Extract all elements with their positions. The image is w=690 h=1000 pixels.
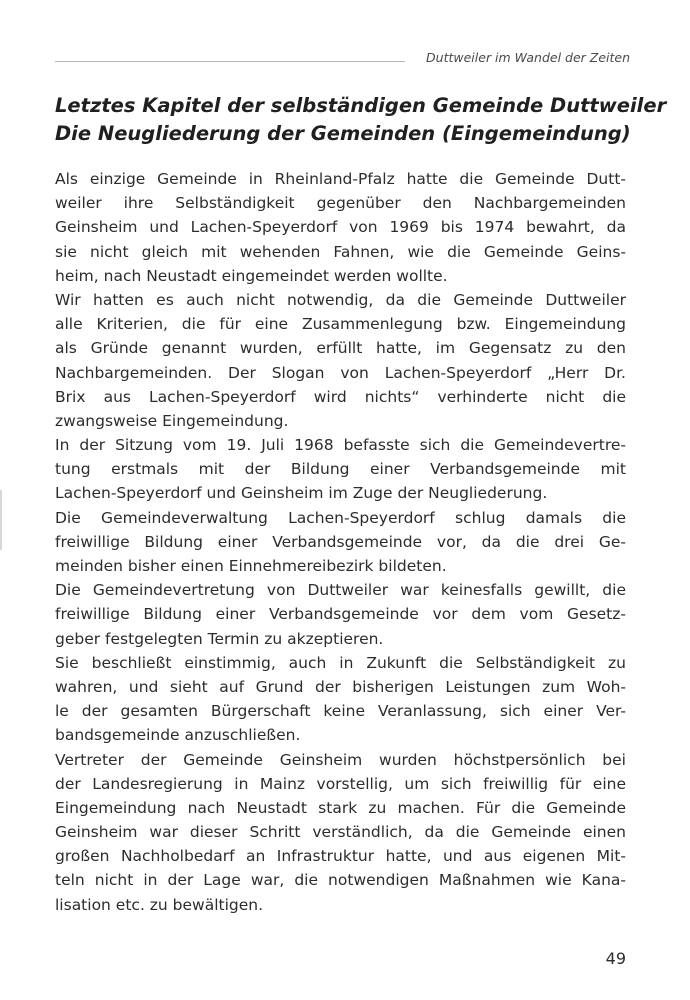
chapter-title-line-2: Die Neugliederung der Gemeinden (Eingemeindung) [55, 122, 631, 145]
text-line: Nachbargemeinden. Der Slogan von Lachen-Speyerdorf „Herr Dr. [55, 363, 626, 382]
text-line: wahren, und sieht auf Grund der bisherigen Leistungen zum Woh- [55, 677, 626, 696]
body-text [55, 167, 626, 917]
page-number: 49 [605, 949, 626, 968]
text-line: als Gründe genannt wurden, erfüllt hatte, im Gegensatz zu den [55, 339, 626, 358]
text-line: Eingemeindung nach Neustadt stark zu machen. Für die Gemeinde [55, 798, 626, 817]
text-line: freiwillige Bildung einer Verbandsgemeinde vor dem vom Gesetz- [55, 605, 626, 624]
chapter-title-line-1: Letztes Kapitel der selbständigen Gemeinde Duttweiler [55, 94, 667, 117]
header-rule [55, 61, 405, 62]
running-header [55, 50, 630, 68]
text-line: zwangsweise Eingemeindung. [55, 411, 289, 430]
text-line: Geinsheim und Lachen-Speyerdorf von 1969 bis 1974 bewahrt, da [55, 218, 626, 237]
text-line: Wir hatten es auch nicht notwendig, da die Gemeinde Duttweiler [55, 290, 626, 309]
text-line: freiwillige Bildung einer Verbandsgemeinde vor, da die drei Ge- [55, 532, 626, 551]
text-line: Sie beschließt einstimmig, auch in Zukunft die Selbständigkeit zu [55, 653, 626, 672]
text-line: heim, nach Neustadt eingemeindet werden wollte. [55, 266, 448, 285]
text-line: großen Nachholbedarf an Infrastruktur hatte, und aus eigenen Mit- [55, 847, 626, 866]
running-title: Duttweiler im Wandel der Zeiten [426, 50, 630, 65]
text-line: teln nicht in der Lage war, die notwendigen Maßnahmen wie Kana- [55, 871, 626, 890]
text-line: le der gesamten Bürgerschaft keine Veranlassung, sich einer Ver- [55, 702, 626, 721]
text-line: bandsgemeinde anzuschließen. [55, 726, 301, 745]
text-line: Die Gemeindevertretung von Duttweiler war keinesfalls gewillt, die [55, 581, 626, 600]
text-line: Die Gemeindeverwaltung Lachen-Speyerdorf schlug damals die [55, 508, 626, 527]
text-line: geber festgelegten Termin zu akzeptieren. [55, 629, 384, 648]
text-line: In der Sitzung vom 19. Juli 1968 befasste sich die Gemeindevertre- [55, 436, 626, 455]
text-line: Lachen-Speyerdorf und Geinsheim im Zuge der Neugliederung. [55, 484, 548, 503]
text-line: tung erstmals mit der Bildung einer Verbandsgemeinde mit [55, 460, 626, 479]
text-line: meinden bisher einen Einnehmereibezirk bildeten. [55, 557, 447, 575]
text-line: weiler ihre Selbständigkeit gegenüber den Nachbargemeinden [55, 194, 626, 213]
scan-edge-mark [0, 490, 2, 550]
text-line: Vertreter der Gemeinde Geinsheim wurden höchstpersönlich bei [55, 750, 626, 769]
text-line: der Landesregierung in Mainz vorstellig, um sich freiwillig für eine [55, 774, 626, 793]
text-line: Als einzige Gemeinde in Rheinland-Pfalz hatte die Gemeinde Dutt- [55, 170, 626, 188]
text-line: alle Kriterien, die für eine Zusammenlegung bzw. Eingemeindung [55, 315, 626, 334]
text-line: lisation etc. zu bewältigen. [55, 895, 264, 914]
text-line: Geinsheim war dieser Schritt verständlich, da die Gemeinde einen [55, 823, 626, 842]
chapter-title [55, 92, 667, 148]
text-line: Brix aus Lachen-Speyerdorf wird nichts“ verhinderte nicht die [55, 387, 626, 406]
text-line: sie nicht gleich mit wehenden Fahnen, wie die Gemeinde Geins- [55, 242, 626, 261]
